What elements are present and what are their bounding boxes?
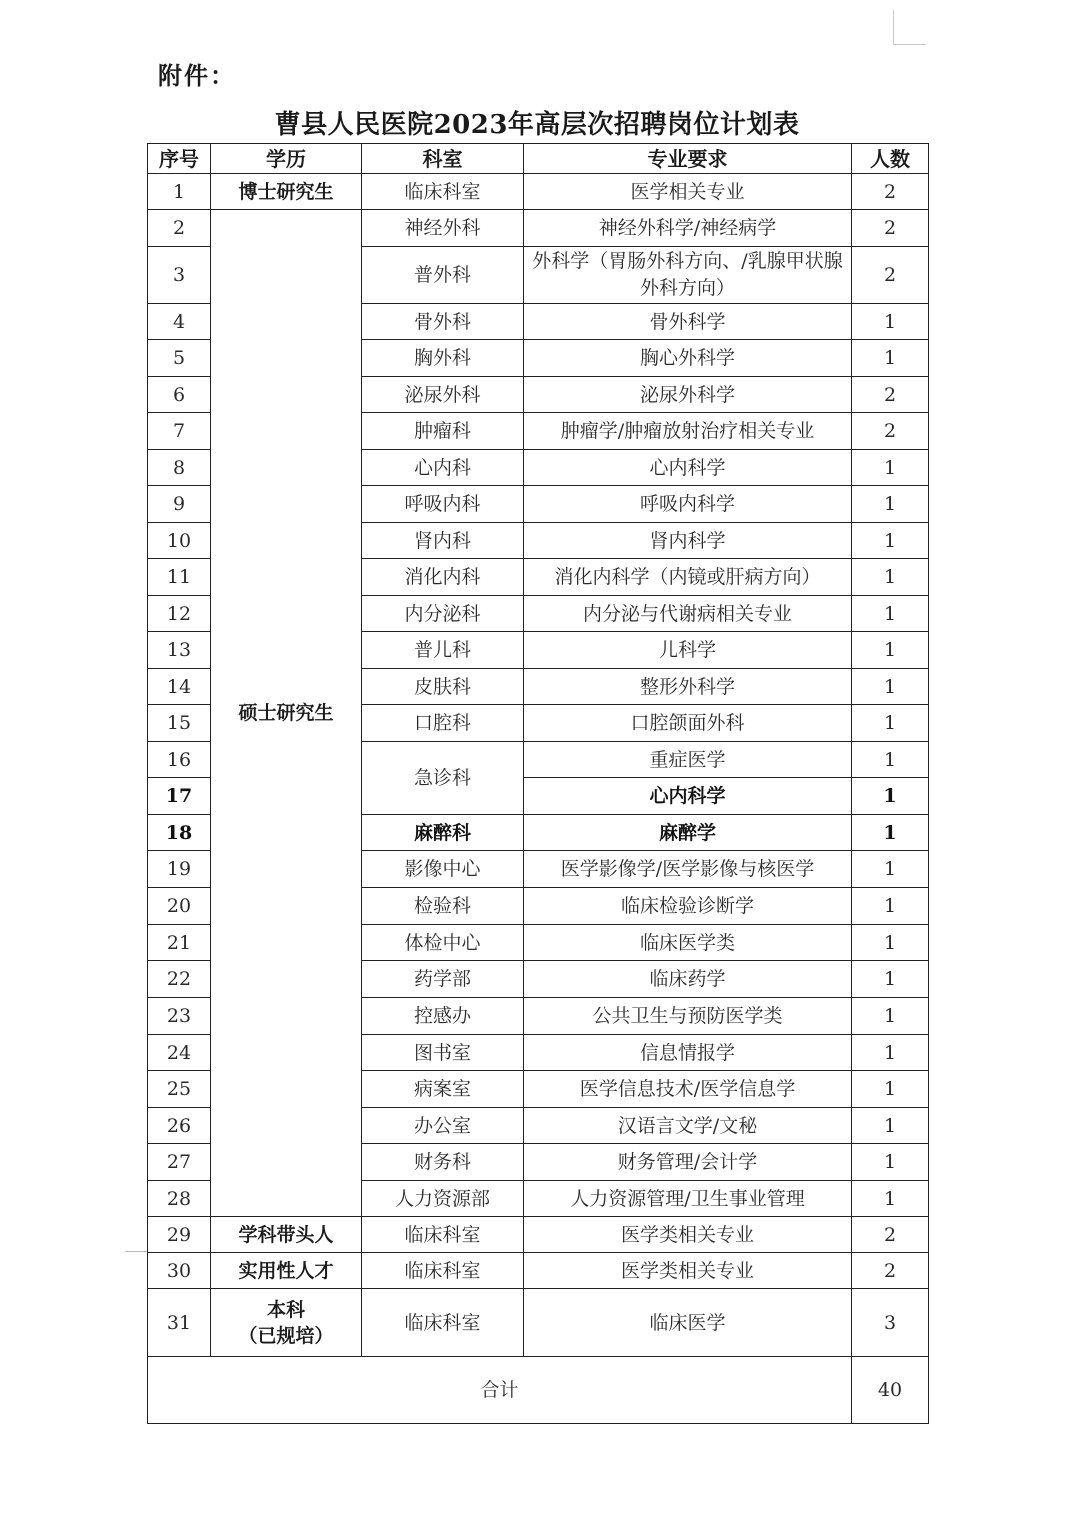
education-master: 硕士研究生 [211,210,362,1217]
row-dept: 图书室 [362,1035,524,1071]
row-major: 儿科学 [524,632,852,669]
row-major: 泌尿外科学 [524,377,852,413]
row-no: 31 [148,1289,211,1357]
row-dept: 检验科 [362,888,524,925]
row-dept: 消化内科 [362,559,524,596]
row-no: 30 [148,1253,211,1289]
attachment-label: 附件： [158,62,236,90]
row-count: 1 [852,742,929,778]
row-count: 1 [852,1035,929,1071]
col-header-no: 序号 [148,144,211,174]
row-dept: 人力资源部 [362,1181,524,1217]
row-major: 汉语言文学/文秘 [524,1108,852,1144]
row-count: 1 [852,1108,929,1144]
row-count: 1 [852,1071,929,1108]
row-no: 9 [148,486,211,523]
row-count: 2 [852,210,929,247]
row-no: 14 [148,669,211,705]
row-dept: 影像中心 [362,851,524,888]
row-count: 1 [852,486,929,523]
row-count: 1 [852,1144,929,1181]
row-dept: 临床科室 [362,1253,524,1289]
table-row [148,1217,929,1253]
row-no: 1 [148,174,211,210]
row-dept: 骨外科 [362,304,524,340]
row-dept: 呼吸内科 [362,486,524,523]
row-dept: 药学部 [362,961,524,998]
education-discipline-leader: 学科带头人 [211,1217,362,1253]
row-dept: 临床科室 [362,174,524,210]
row-no: 21 [148,925,211,961]
row-major: 医学信息技术/医学信息学 [524,1071,852,1108]
row-dept: 临床科室 [362,1289,524,1357]
row-no: 20 [148,888,211,925]
row-major: 人力资源管理/卫生事业管理 [524,1181,852,1217]
row-count: 1 [852,669,929,705]
row-major: 临床检验诊断学 [524,888,852,925]
row-no: 24 [148,1035,211,1071]
row-major: 呼吸内科学 [524,486,852,523]
row-no: 4 [148,304,211,340]
row-dept: 口腔科 [362,705,524,742]
row-no: 15 [148,705,211,742]
row-no: 26 [148,1108,211,1144]
row-major: 临床医学 [524,1289,852,1357]
row-no: 13 [148,632,211,669]
row-count: 1 [852,961,929,998]
row-count: 1 [852,523,929,559]
row-no: 11 [148,559,211,596]
row-no: 16 [148,742,211,778]
table-row [148,210,929,247]
row-count: 1 [852,925,929,961]
education-bachelor-line2: （已规培） [238,1324,334,1347]
row-no: 28 [148,1181,211,1217]
row-dept: 心内科 [362,450,524,486]
education-bachelor [211,1289,362,1357]
col-header-major: 专业要求 [524,144,852,174]
row-count: 2 [852,1217,929,1253]
row-count: 2 [852,377,929,413]
row-dept: 肾内科 [362,523,524,559]
row-no: 22 [148,961,211,998]
row-no: 29 [148,1217,211,1253]
row-count: 1 [852,304,929,340]
row-no: 27 [148,1144,211,1181]
row-no: 17 [148,778,211,815]
row-major: 财务管理/会计学 [524,1144,852,1181]
recruitment-plan-table [147,143,929,1424]
row-major: 心内科学 [524,450,852,486]
total-value: 40 [852,1357,929,1424]
row-major: 医学类相关专业 [524,1217,852,1253]
row-count: 1 [852,450,929,486]
row-major: 公共卫生与预防医学类 [524,998,852,1035]
row-count: 1 [852,340,929,377]
row-dept: 办公室 [362,1108,524,1144]
row-no: 8 [148,450,211,486]
total-row [148,1357,929,1424]
row-dept: 皮肤科 [362,669,524,705]
row-dept: 胸外科 [362,340,524,377]
row-major: 临床药学 [524,961,852,998]
row-major: 神经外科学/神经病学 [524,210,852,247]
margin-mark [125,1251,147,1252]
row-major: 整形外科学 [524,669,852,705]
row-major: 信息情报学 [524,1035,852,1071]
row-count: 1 [852,778,929,815]
row-major: 心内科学 [524,778,852,815]
row-count: 2 [852,413,929,450]
table-header-row [148,144,929,174]
row-dept: 普儿科 [362,632,524,669]
row-count: 1 [852,632,929,669]
page-corner-mark [893,10,926,45]
row-major: 医学影像学/医学影像与核医学 [524,851,852,888]
table-row [148,174,929,210]
col-header-education: 学历 [211,144,362,174]
row-dept: 麻醉科 [362,815,524,851]
row-dept: 控感办 [362,998,524,1035]
row-dept: 病案室 [362,1071,524,1108]
table-row [148,1253,929,1289]
row-major: 消化内科学（内镜或肝病方向） [524,559,852,596]
row-no: 3 [148,247,211,304]
row-dept: 神经外科 [362,210,524,247]
row-major: 医学类相关专业 [524,1253,852,1289]
education-bachelor-line1: 本科 [266,1298,305,1321]
row-no: 10 [148,523,211,559]
row-no: 19 [148,851,211,888]
row-count: 1 [852,851,929,888]
row-no: 5 [148,340,211,377]
table-row [148,1289,929,1357]
row-count: 3 [852,1289,929,1357]
row-no: 12 [148,596,211,632]
row-dept: 财务科 [362,1144,524,1181]
row-major: 胸心外科学 [524,340,852,377]
row-count: 2 [852,247,929,304]
row-dept: 肿瘤科 [362,413,524,450]
total-label: 合计 [148,1357,852,1424]
col-header-department: 科室 [362,144,524,174]
row-count: 1 [852,596,929,632]
education-phd: 博士研究生 [211,174,362,210]
row-dept: 普外科 [362,247,524,304]
row-count: 1 [852,559,929,596]
row-count: 1 [852,705,929,742]
row-major: 骨外科学 [524,304,852,340]
row-count: 2 [852,174,929,210]
row-count: 1 [852,815,929,851]
row-major: 临床医学类 [524,925,852,961]
row-dept: 体检中心 [362,925,524,961]
row-count: 1 [852,888,929,925]
row-major: 内分泌与代谢病相关专业 [524,596,852,632]
row-major: 口腔颌面外科 [524,705,852,742]
row-major: 医学相关专业 [524,174,852,210]
row-dept: 内分泌科 [362,596,524,632]
row-no: 23 [148,998,211,1035]
row-major: 肾内科学 [524,523,852,559]
document-title: 曹县人民医院2023年高层次招聘岗位计划表 [274,110,800,140]
row-no: 6 [148,377,211,413]
row-major: 麻醉学 [524,815,852,851]
col-header-count: 人数 [852,144,929,174]
row-major: 肿瘤学/肿瘤放射治疗相关专业 [524,413,852,450]
row-no: 25 [148,1071,211,1108]
row-major: 外科学（胃肠外科方向、/乳腺甲状腺外科方向） [524,247,852,304]
row-dept: 临床科室 [362,1217,524,1253]
row-dept: 急诊科 [362,742,524,815]
row-count: 1 [852,1181,929,1217]
row-count: 2 [852,1253,929,1289]
row-no: 7 [148,413,211,450]
row-count: 1 [852,998,929,1035]
row-no: 2 [148,210,211,247]
education-practical-talent: 实用性人才 [211,1253,362,1289]
row-major: 重症医学 [524,742,852,778]
row-no: 18 [148,815,211,851]
row-dept: 泌尿外科 [362,377,524,413]
